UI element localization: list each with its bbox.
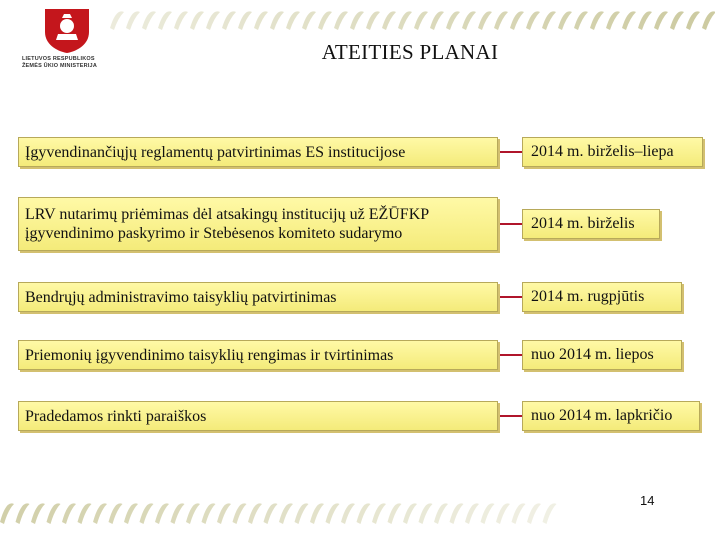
ornament-leaf bbox=[654, 11, 668, 30]
ornament-leaf bbox=[158, 11, 172, 30]
ornament-leaf bbox=[295, 503, 309, 524]
ornament-leaf bbox=[574, 11, 588, 30]
logo-line-1: LIETUVOS RESPUBLIKOS bbox=[22, 56, 95, 62]
ornament-leaf bbox=[310, 503, 324, 524]
ornament-leaf bbox=[286, 11, 300, 30]
ornament-leaf bbox=[16, 503, 30, 524]
ornament-leaf bbox=[238, 11, 252, 30]
task-box: Įgyvendinančiųjų reglamentų patvirtinimas ES institucijose bbox=[18, 137, 498, 167]
ornament-leaf bbox=[382, 11, 396, 30]
ornament-leaf bbox=[526, 11, 540, 30]
ornament-leaf bbox=[93, 503, 107, 524]
ornament-leaf bbox=[670, 11, 684, 30]
ornament-leaf bbox=[206, 11, 220, 30]
ornament-leaf bbox=[155, 503, 169, 524]
ornament-leaf bbox=[446, 11, 460, 30]
ornament-leaf bbox=[450, 503, 464, 524]
plan-row bbox=[18, 197, 704, 251]
ornament-leaf bbox=[481, 503, 495, 524]
ornament-leaf bbox=[558, 11, 572, 30]
ornament-leaf bbox=[222, 11, 236, 30]
ornament-leaf bbox=[606, 11, 620, 30]
ornament-leaf bbox=[279, 503, 293, 524]
task-box: Bendrųjų administravimo taisyklių patvirtinimas bbox=[18, 282, 498, 312]
ornament-leaf bbox=[270, 11, 284, 30]
date-box: nuo 2014 m. liepos bbox=[522, 340, 682, 370]
bottom-ornament bbox=[0, 492, 560, 532]
ornament-leaf bbox=[465, 503, 479, 524]
ornament-leaf bbox=[702, 11, 715, 30]
ornament-leaf bbox=[31, 503, 45, 524]
plan-row bbox=[18, 137, 704, 167]
task-box: Pradedamos rinkti paraiškos bbox=[18, 401, 498, 431]
ornament-leaf bbox=[254, 11, 268, 30]
ornament-leaf bbox=[0, 503, 14, 524]
ornament-leaf bbox=[62, 503, 76, 524]
ornament-leaf bbox=[190, 11, 204, 30]
ornament-leaf bbox=[357, 503, 371, 524]
ornament-leaf bbox=[372, 503, 386, 524]
ornament-leaf bbox=[419, 503, 433, 524]
ornament-leaf bbox=[496, 503, 510, 524]
ornament-leaf bbox=[430, 11, 444, 30]
ornament-leaf bbox=[366, 11, 380, 30]
ornament-leaf bbox=[186, 503, 200, 524]
ornament-leaf bbox=[510, 11, 524, 30]
ornament-leaf bbox=[341, 503, 355, 524]
ornament-leaf bbox=[388, 503, 402, 524]
ornament-leaf bbox=[171, 503, 185, 524]
logo-line-2: ŽEMĖS ŪKIO MINISTERIJA bbox=[22, 62, 97, 69]
ornament-leaf bbox=[248, 503, 262, 524]
date-box: 2014 m. birželis bbox=[522, 209, 660, 239]
ornament-leaf bbox=[543, 503, 557, 524]
task-box: LRV nutarimų priėmimas dėl atsakingų institucijų už EŽŪFKP įgyvendinimo paskyrimo ir Stebėsenos komiteto sudarymo bbox=[18, 197, 498, 251]
page-number: 14 bbox=[640, 493, 655, 508]
ornament-leaf bbox=[512, 503, 526, 524]
date-box: 2014 m. birželis–liepa bbox=[522, 137, 703, 167]
ornament-leaf bbox=[126, 11, 140, 30]
ornament-leaf bbox=[590, 11, 604, 30]
ornament-leaf bbox=[202, 503, 216, 524]
plan-row bbox=[18, 340, 704, 370]
ornament-leaf bbox=[142, 11, 156, 30]
ornament-leaf bbox=[318, 11, 332, 30]
ornament-leaf bbox=[109, 503, 123, 524]
task-box: Priemonių įgyvendinimo taisyklių rengimas ir tvirtinimas bbox=[18, 340, 498, 370]
ornament-leaf bbox=[326, 503, 340, 524]
page-title: ATEITIES PLANAI bbox=[321, 40, 499, 64]
plan-row bbox=[18, 282, 704, 312]
ornament-leaf bbox=[434, 503, 448, 524]
ornament-leaf bbox=[403, 503, 417, 524]
ornament-leaf bbox=[217, 503, 231, 524]
ornament-leaf bbox=[398, 11, 412, 30]
ornament-leaf bbox=[622, 11, 636, 30]
ornament-leaf bbox=[78, 503, 92, 524]
date-box: nuo 2014 m. lapkričio bbox=[522, 401, 700, 431]
ornament-leaf bbox=[233, 503, 247, 524]
ornament-leaf bbox=[140, 503, 154, 524]
ornament-leaf bbox=[174, 11, 188, 30]
ornament-leaf bbox=[47, 503, 61, 524]
ornament-leaf bbox=[264, 503, 278, 524]
ornament-leaf bbox=[462, 11, 476, 30]
ornament-leaf bbox=[638, 11, 652, 30]
ornament-leaf bbox=[110, 11, 124, 30]
ornament-leaf bbox=[527, 503, 541, 524]
plan-row bbox=[18, 401, 704, 431]
date-box: 2014 m. rugpjūtis bbox=[522, 282, 682, 312]
ornament-leaf bbox=[494, 11, 508, 30]
ornament-leaf bbox=[124, 503, 138, 524]
ornament-leaf bbox=[302, 11, 316, 30]
ornament-leaf bbox=[414, 11, 428, 30]
ornament-leaf bbox=[478, 11, 492, 30]
ornament-leaf bbox=[334, 11, 348, 30]
top-ornament bbox=[110, 6, 715, 34]
ornament-leaf bbox=[350, 11, 364, 30]
ornament-leaf bbox=[686, 11, 700, 30]
ornament-leaf bbox=[542, 11, 556, 30]
